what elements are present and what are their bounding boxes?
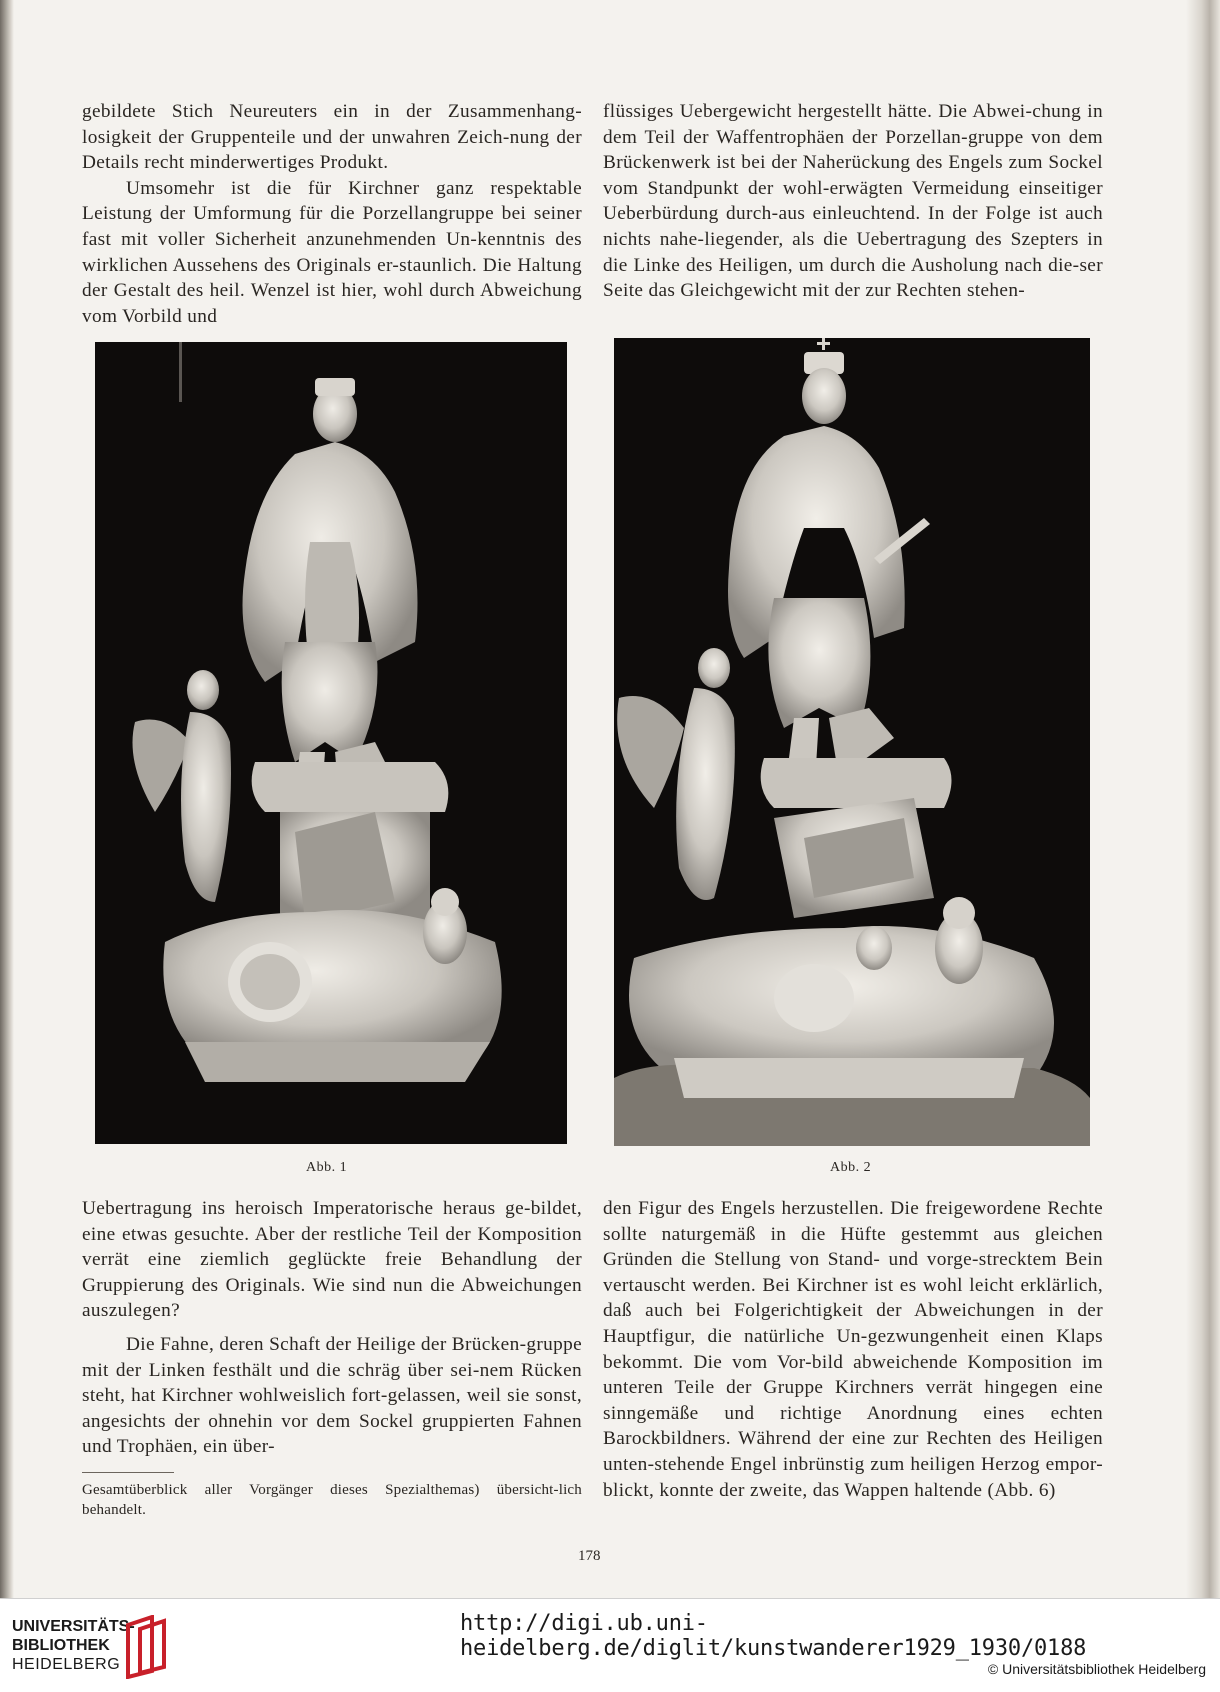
- figure-2-photograph: [614, 338, 1090, 1146]
- library-logo-icon: [122, 1615, 170, 1679]
- text-column-top-right: [603, 99, 1103, 304]
- library-line-1: UNIVERSITÄTS-: [12, 1618, 135, 1635]
- paragraph: den Figur des Engels herzustellen. Die freigewordene Rechte sollte naturgemäß in die Hüfte gestemmt aus gleichen Gründen die Stellung von Stand- und vorge-strecktem Bein vertauscht werden. Bei Kirchner ist es wohl leicht erklärlich, daß auch bei Folgerichtigkeit der Abweichungen in der Hauptfigur, die natürliche Un-gezwungenheit einen Klaps bekommt. Die vom Vor-bild abweichende Komposition im unteren Teile der Gruppe Kirchners verrät hingegen eine sinngemäße und richtige Anordnung eines echten Barockbildners. Während der eine zur Rechten des Heiligen unten-stehende Engel inbrünstig zum heiligen Herzog empor-blickt, konnte der zweite, das Wappen haltende (Abb. 6): [603, 1198, 1103, 1501]
- footnote: Gesamtüberblick aller Vorgänger dieses Spezialthemas) übersicht-lich behandelt.: [82, 1482, 582, 1518]
- paragraph: Umsomehr ist die für Kirchner ganz respektable Leistung der Umformung für die Porzellangruppe bei seiner fast mit voller Sicherheit anzunehmenden Un-kenntnis des wirklichen Aussehens des Originals er-staunlich. Die Haltung der Gestalt des heil. Wenzel ist hier, wohl durch Abweichung vom Vorbild und: [82, 177, 582, 327]
- page-edge-left: [0, 0, 14, 1598]
- page-number: 178: [578, 1548, 601, 1564]
- permalink-url[interactable]: http://digi.ub.uni-heidelberg.de/diglit/kunstwanderer1929_1930/0188: [460, 1611, 1087, 1661]
- figure-1-caption: Abb. 1: [306, 1160, 348, 1175]
- porcelain-group-1-image: [95, 342, 567, 1144]
- text-column-bottom-left: [82, 1196, 582, 1460]
- copyright-notice: © Universitätsbibliothek Heidelberg: [987, 1661, 1206, 1677]
- text-column-top-left: [82, 99, 582, 329]
- paragraph: Uebertragung ins heroisch Imperatorische heraus ge-bildet, eine etwas gesuchte. Aber der restliche Teil der Komposition verrät eine ziemlich geglückte freie Behandlung der Gruppierung des Originals. Wie sind nun die Abweichungen auszulegen?: [82, 1198, 582, 1322]
- page-edge-right: [1186, 0, 1220, 1598]
- library-line-3: HEIDELBERG: [12, 1656, 121, 1673]
- figure-2-caption: Abb. 2: [830, 1160, 872, 1175]
- library-wordmark: [12, 1617, 135, 1674]
- text-column-bottom-right: [603, 1196, 1103, 1503]
- paragraph: flüssiges Uebergewicht hergestellt hätte. Die Abwei-chung in dem Teil der Waffentrophäen der Porzellan-gruppe von dem Brückenwerk ist bei der Naherückung des Engels zum Sockel vom Standpunkt der wohl-erwägten Vermeidung einseitiger Ueberbürdung durch-aus einleuchtend. In der Folge ist auch nichts nahe-liegender, als die Uebertragung des Szepters in die Linke des Heiligen, um durch die Ausholung nach die-ser Seite das Gleichgewicht mit der zur Rechten stehen-: [603, 101, 1103, 302]
- digitization-footer: [0, 1598, 1220, 1692]
- paragraph: Die Fahne, deren Schaft der Heilige der Brücken-gruppe mit der Linken festhält und die schräg über sei-nem Rücken steht, hat Kirchner wohlweislich fort-gelassen, weil sie sonst, angesichts der ohnehin vor dem Sockel gruppierten Fahnen und Trophäen, ein über-: [82, 1333, 582, 1458]
- porcelain-group-2-image: [614, 338, 1090, 1146]
- figure-1-photograph: [95, 342, 567, 1144]
- library-line-2: BIBLIOTHEK: [12, 1637, 110, 1654]
- footnote-rule: [82, 1472, 174, 1473]
- paragraph: gebildete Stich Neureuters ein in der Zusammenhang-losigkeit der Gruppenteile und der unwahren Zeich-nung der Details recht minderwertiges Produkt.: [82, 101, 582, 174]
